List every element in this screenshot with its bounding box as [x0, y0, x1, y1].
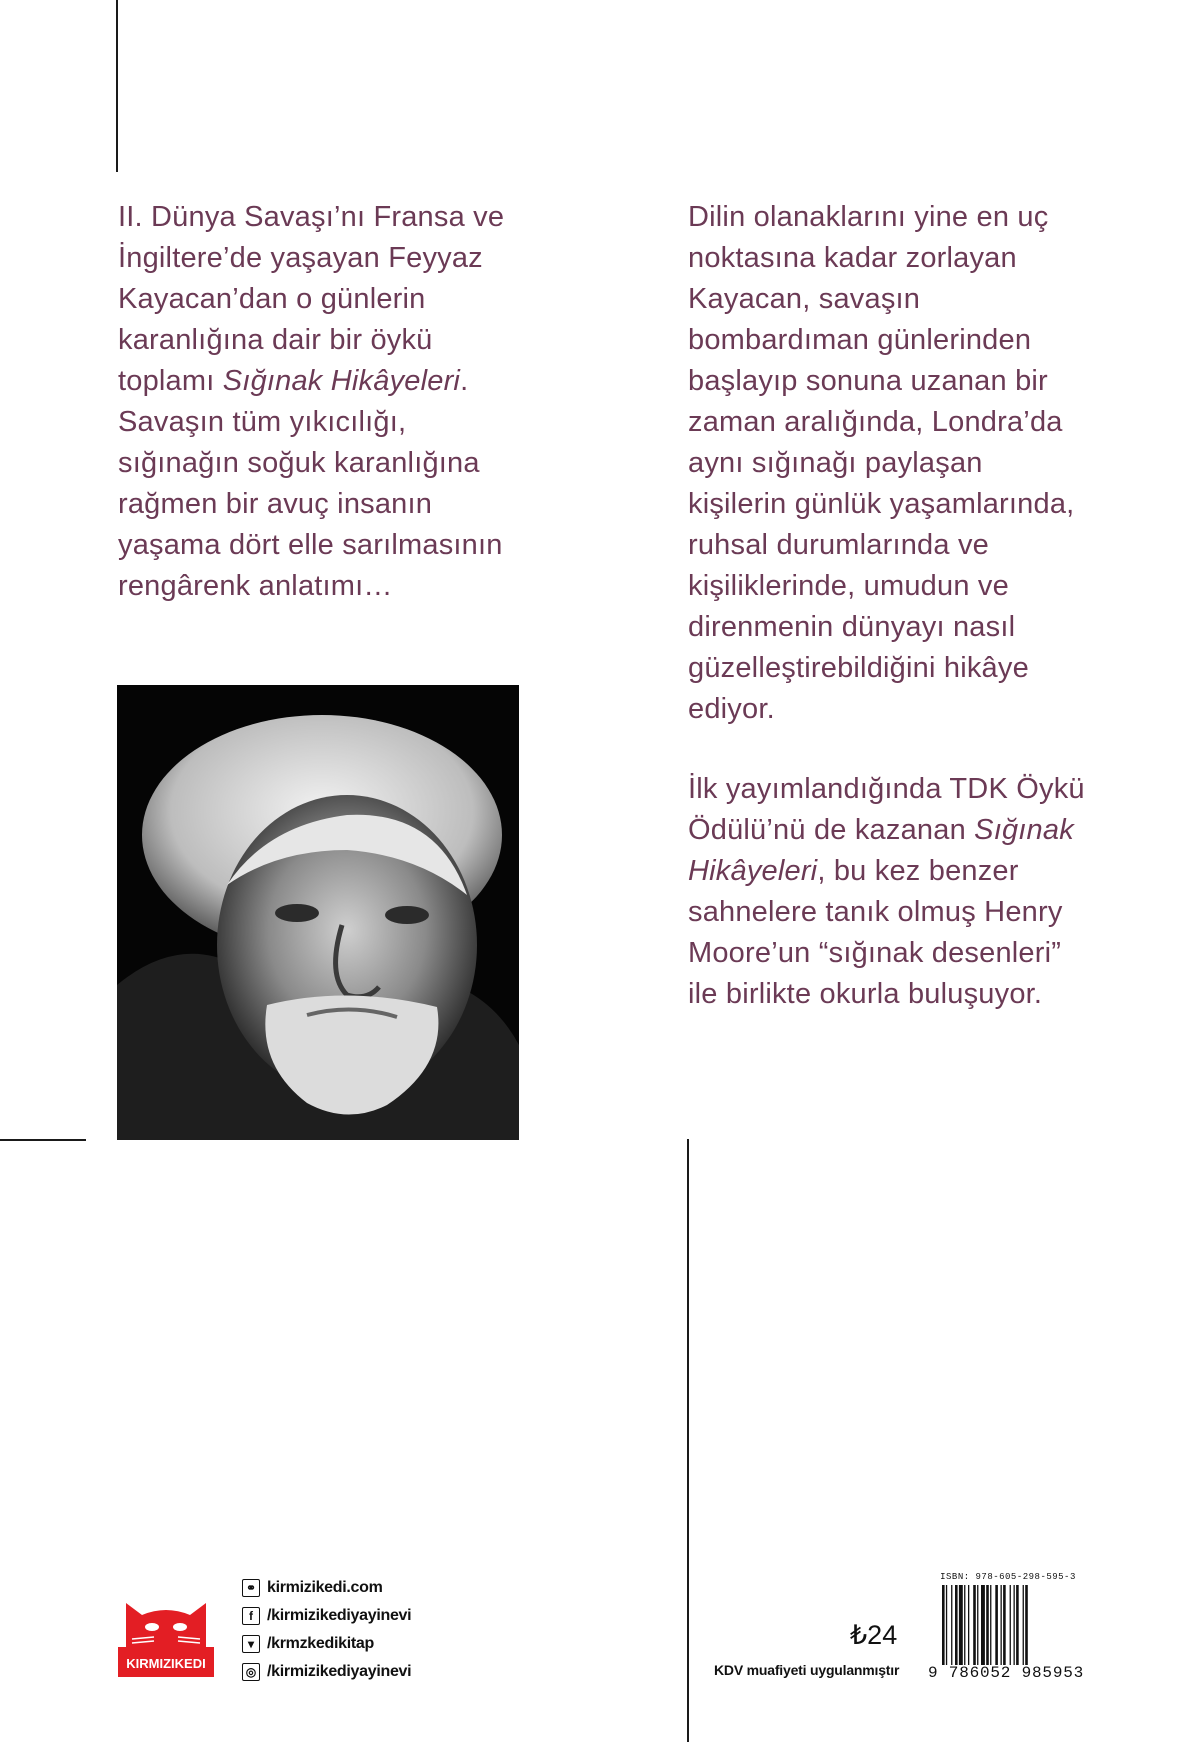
publisher-links [242, 1574, 411, 1686]
website-text: kirmizikedi.com [267, 1579, 383, 1596]
isbn-label: ISBN: 978-605-298-595-3 [940, 1572, 1076, 1582]
twitter-icon: ▾ [242, 1635, 260, 1653]
right-paragraph-2-text-b: , bu kez benzer sahnelere tanık olmuş Henry Moore’un “sığınak desenleri” ile birlikte okurla buluşuyor. [688, 855, 1063, 1010]
center-vertical-rule [687, 1139, 689, 1742]
left-description [118, 197, 518, 607]
link-icon: ⚭ [242, 1579, 260, 1597]
book-title-italic: Sığınak Hikâyeleri [222, 365, 461, 397]
right-paragraph-1: Dilin olanaklarını yine en uç noktasına kadar zorlayan Kayacan, savaşın bombardıman günlerinden başlayıp sonuna uzanan bir zaman aralığında, Londra’da aynı sığınağı paylaşan kişilerin günlük yaşamlarında, ruhsal durumlarında ve kişiliklerinde, umudun ve direnmenin dünyayı nasıl güzelleştirebildiğini hikâye ediyor. [688, 201, 1075, 725]
logo-wordmark: KIRMIZIKEDI [126, 1656, 206, 1671]
facebook-icon: f [242, 1607, 260, 1625]
website-link[interactable] [242, 1574, 411, 1602]
tax-note: KDV muafiyeti uygulanmıştır [714, 1662, 900, 1678]
twitter-link[interactable] [242, 1630, 411, 1658]
instagram-icon: ◎ [242, 1663, 260, 1681]
left-paragraph-text-a: II. Dünya Savaşı’nı Fransa ve İngiltere’de yaşayan Feyyaz Kayacan’dan o günlerin karanlığına dair bir öykü toplamı [118, 201, 505, 397]
twitter-text: /krmzkedikitap [267, 1635, 374, 1652]
facebook-link[interactable] [242, 1602, 411, 1630]
top-vertical-rule [116, 0, 118, 172]
price: ₺24 [850, 1620, 898, 1650]
barcode-number: 9 786052 985953 [928, 1664, 1085, 1682]
left-horizontal-rule [0, 1139, 86, 1141]
isbn-barcode [928, 1572, 1088, 1682]
left-paragraph [118, 197, 518, 607]
right-paragraph-2-text-a: İlk yayımlandığında TDK Öykü Ödülü’nü de kazanan [688, 773, 1085, 846]
kirmizikedi-logo [118, 1585, 214, 1677]
barcode-bars [942, 1585, 1088, 1665]
right-paragraph-2 [688, 769, 1088, 1015]
left-paragraph-text-b: . Savaşın tüm yıkıcılığı, sığınağın soğuk karanlığına rağmen bir avuç insanın yaşama dört elle sarılmasının rengârenk anlatımı… [118, 365, 503, 602]
author-photo [117, 685, 519, 1140]
instagram-link[interactable] [242, 1658, 411, 1686]
facebook-text: /kirmizikediyayinevi [267, 1607, 412, 1624]
right-description [688, 197, 1088, 1015]
instagram-text: /kirmizikediyayinevi [267, 1663, 412, 1680]
book-title-italic-2: Sığınak Hikâyeleri [688, 814, 1074, 887]
